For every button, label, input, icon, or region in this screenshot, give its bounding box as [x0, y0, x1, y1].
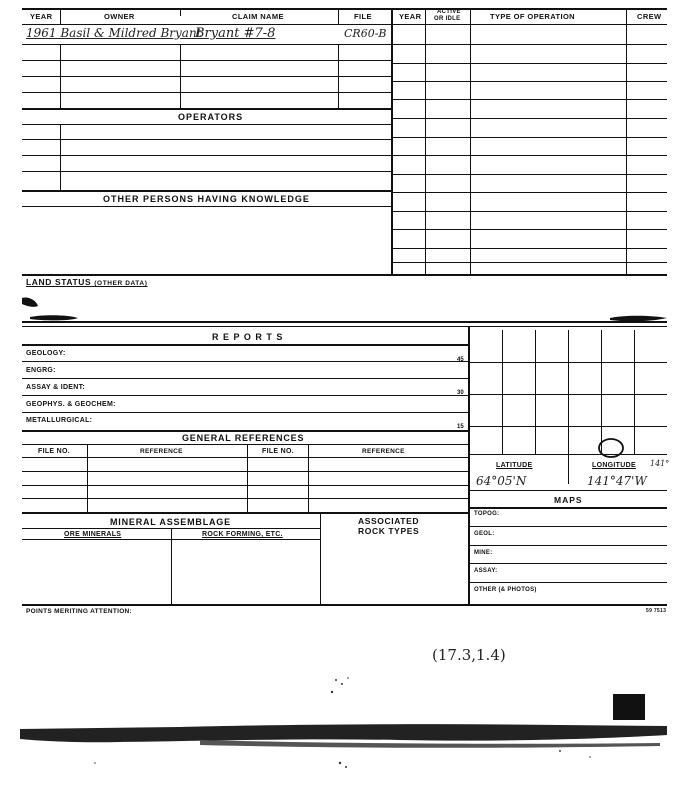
- loc-grid-v2: [535, 330, 536, 454]
- op-row-6: [391, 137, 667, 138]
- report-geology: GEOLOGY:: [26, 350, 66, 357]
- associated-label: ASSOCIATED: [358, 516, 420, 526]
- col-type-sep: [626, 8, 627, 274]
- loc-grid-v3: [568, 330, 569, 484]
- owner-row-3: [22, 76, 391, 77]
- ref-row-1: [22, 471, 468, 472]
- points-meriting-attention: POINTS MERITING ATTENTION:: [26, 608, 133, 615]
- operators-row-2: [22, 155, 391, 156]
- longitude-label: LONGITUDE: [592, 462, 636, 469]
- op-row-11: [391, 229, 667, 230]
- form-number: 59 7513: [646, 608, 667, 614]
- maps-row-1: [468, 526, 667, 527]
- ref-file-no-1: FILE NO.: [38, 448, 70, 455]
- header-crew: CREW: [637, 12, 662, 21]
- header-year-2: YEAR: [399, 12, 422, 21]
- map-topog: TOPOG:: [474, 511, 500, 517]
- header-type-of-operation: TYPE OF OPERATION: [490, 12, 576, 21]
- loc-grid-v1: [502, 330, 503, 454]
- report-metallurgical: METALLURGICAL:: [26, 417, 93, 424]
- op-row-8: [391, 174, 667, 175]
- coordinate-annotation: (17.3,1.4): [432, 646, 506, 664]
- owner-row-2: [22, 60, 391, 61]
- report-number-15: 15: [457, 424, 464, 430]
- operators-row-1: [22, 139, 391, 140]
- ref-grid-v1: [87, 444, 88, 512]
- col-claim-sep: [338, 8, 339, 24]
- operators-header-rule: [22, 124, 391, 125]
- ore-minerals-label: ORE MINERALS: [64, 531, 122, 538]
- report-assay: ASSAY & IDENT:: [26, 384, 86, 391]
- col-owner-sep: [180, 8, 181, 16]
- header-file: FILE: [354, 12, 372, 21]
- operators-title: OPERATORS: [178, 112, 244, 122]
- owner-row-1: [22, 44, 391, 45]
- entry-year-owner: 1961 Basil & Mildred Bryant: [26, 26, 202, 40]
- top-rule: [22, 8, 667, 10]
- ref-grid-v2: [247, 444, 248, 512]
- op-row-4: [391, 99, 667, 100]
- mineral-assoc-sep: [320, 512, 321, 604]
- report-row-4: [22, 412, 468, 413]
- loc-grid-v5: [634, 330, 635, 454]
- land-status-bottom-rule: [22, 321, 667, 323]
- operators-row-3: [22, 171, 391, 172]
- maps-row-3: [468, 563, 667, 564]
- circled-mark-icon: [594, 436, 634, 462]
- land-status-label: LAND STATUS: [26, 277, 92, 287]
- col-active-sep: [470, 8, 471, 274]
- rock-forming-label: ROCK FORMING, ETC.: [202, 531, 283, 538]
- latitude-value: 64°05'N: [476, 474, 527, 488]
- col-file-sep: [391, 8, 393, 274]
- other-persons-header-rule: [22, 206, 391, 207]
- scan-speckle: [326, 672, 366, 702]
- header-or-idle: OR IDLE: [434, 16, 461, 22]
- loc-grid-h4: [468, 454, 667, 455]
- scan-blot-marks: [0, 290, 678, 330]
- report-row-3: [22, 395, 468, 396]
- owner-grid-v2: [180, 44, 181, 108]
- header-claim-name: CLAIM NAME: [232, 12, 284, 21]
- col-year-sep: [60, 8, 61, 24]
- latitude-label: LATITUDE: [496, 462, 533, 469]
- op-row-5: [391, 118, 667, 119]
- maps-title-rule: [468, 507, 667, 509]
- rock-types-label: ROCK TYPES: [358, 526, 420, 536]
- loc-grid-h3: [468, 426, 667, 427]
- longitude-value: 141°47'W: [587, 474, 647, 488]
- map-geol: GEOL:: [474, 531, 495, 537]
- report-geophys: GEOPHYS. & GEOCHEM:: [26, 401, 116, 408]
- ref-reference-1: REFERENCE: [140, 448, 183, 455]
- map-other: OTHER (& PHOTOS): [474, 587, 537, 593]
- mineral-top-rule: [22, 512, 468, 514]
- op-row-3: [391, 81, 667, 82]
- land-status-sub: (OTHER DATA): [94, 280, 148, 287]
- header-year: YEAR: [30, 12, 53, 21]
- scan-edge-band: [0, 715, 678, 785]
- other-persons-title: OTHER PERSONS HAVING KNOWLEDGE: [103, 194, 310, 204]
- reports-title: R E P O R T S: [212, 332, 284, 342]
- reports-header-rule: [22, 344, 468, 346]
- land-status-bottom-rule-2: [22, 326, 667, 327]
- op-row-2: [391, 63, 667, 64]
- latlong-rule: [468, 490, 667, 491]
- map-assay: ASSAY:: [474, 568, 498, 574]
- op-row-12: [391, 248, 667, 249]
- report-engrg: ENGRG:: [26, 367, 56, 374]
- loc-grid-h2: [468, 394, 667, 395]
- owner-grid-v1: [60, 44, 61, 108]
- bottom-rule: [22, 604, 667, 606]
- header-active: ACTIVE: [437, 9, 461, 15]
- header-owner: OWNER: [104, 12, 135, 21]
- ref-row-2: [22, 485, 468, 486]
- header-rule: [22, 24, 667, 25]
- maps-title: MAPS: [554, 495, 583, 505]
- ref-file-no-2: FILE NO.: [262, 448, 294, 455]
- mineral-assemblage-title: MINERAL ASSEMBLAGE: [110, 517, 231, 527]
- operators-top-rule: [22, 108, 391, 110]
- general-references-title-rule: [22, 444, 468, 445]
- op-row-1: [391, 44, 667, 45]
- entry-claim: Bryant #7-8: [195, 26, 276, 41]
- other-persons-top-rule: [22, 190, 391, 192]
- op-row-10: [391, 211, 667, 212]
- owner-row-4: [22, 92, 391, 93]
- land-status-title: [26, 277, 147, 287]
- op-row-9: [391, 192, 667, 193]
- report-row-2: [22, 378, 468, 379]
- report-row-1: [22, 361, 468, 362]
- general-references-title: GENERAL REFERENCES: [182, 433, 305, 443]
- reports-right-border: [468, 326, 470, 606]
- report-number-30: 30: [457, 390, 464, 396]
- general-references-top-rule: [22, 430, 468, 432]
- mineral-grid-v1: [171, 528, 172, 604]
- map-mine: MINE:: [474, 550, 493, 556]
- ref-header-rule: [22, 457, 468, 458]
- other-persons-bottom-rule: [22, 274, 667, 276]
- report-number-45: 45: [457, 357, 464, 363]
- maps-row-4: [468, 582, 667, 583]
- owner-grid-v3: [338, 44, 339, 108]
- circled-mark-text: [1, 1, 2, 2]
- col-year2-sep: [425, 8, 426, 274]
- longitude-extra: 141°: [650, 459, 670, 468]
- operators-grid-v1: [60, 124, 61, 190]
- ref-reference-2: REFERENCE: [362, 448, 405, 455]
- entry-file: CR60-B: [344, 27, 387, 40]
- maps-row-2: [468, 545, 667, 546]
- op-row-7: [391, 155, 667, 156]
- op-row-13: [391, 262, 667, 263]
- loc-grid-h1: [468, 362, 667, 363]
- ref-grid-v3: [308, 444, 309, 512]
- ref-row-3: [22, 498, 468, 499]
